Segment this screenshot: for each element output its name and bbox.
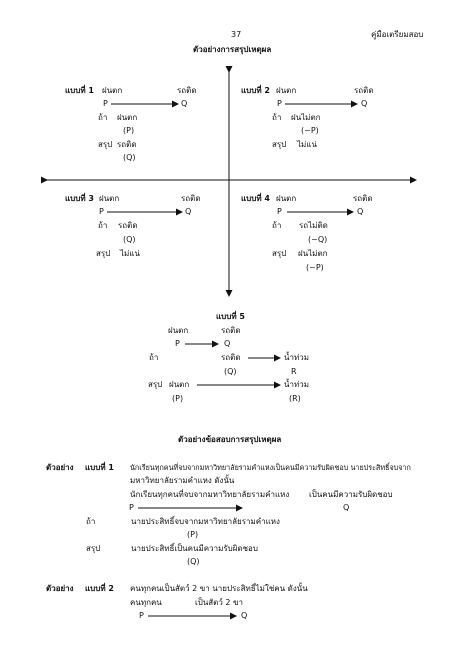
f2-if-sym: (~P) [301,126,319,135]
f3-label: แบบที่ 3 [65,194,94,203]
f2-conc-text: ไม่แน่ [297,140,317,149]
f3-if-text: รถติด [118,221,138,230]
f4-conc-sym: (~P) [306,263,324,272]
f2-premise: ฝนตก [276,86,297,95]
f5-result: รถติด [221,326,241,335]
ex1-conc-word: สรุป [86,544,101,553]
f1-q: Q [181,99,188,108]
f3-if-sym: (Q) [123,235,136,244]
f1-conc-sym: (Q) [123,153,136,162]
f3-conc-word: สรุป [96,249,111,258]
ex1-q: Q [343,503,350,512]
f5-conc-sym2: (R) [289,394,301,403]
f3-q: Q [185,207,192,216]
ex1-if-sym: (P) [187,530,199,539]
section2-title: ตัวอย่างข้อสอบการสรุปเหตุผล [178,435,282,444]
f3-if-word: ถ้า [98,221,108,230]
ex2-p: P [139,611,144,620]
f4-if-sym: (~Q) [308,235,328,244]
f3-conc-text: ไม่แน่ [120,249,140,258]
ex1-conc-text: นายประสิทธิ์เป็นคนมีความรับผิดชอบ [131,544,258,553]
ex1-if-text: นายประสิทธิ์จบจากมหาวิทยาลัยรามคำแหง [131,517,280,526]
f2-conc-word: สรุป [272,140,287,149]
ex1-line2: มหาวิทยาลัยรามคำแหง ดังนั้น [130,476,235,485]
f4-if-text: รถไม่ติด [299,221,328,230]
f5-if-sym: (Q) [224,367,237,376]
ex1-p: P [129,503,134,512]
f4-result: รถติด [353,194,373,203]
ex1-form: แบบที่ 1 [85,463,114,472]
f5-conc-sym: (P) [172,394,184,403]
f5-if-text: รถติด [221,353,241,362]
f5-conc-word: สรุป [148,380,163,389]
ex2-premise: คนทุกคน [130,598,162,607]
ex2-label: ตัวอย่าง [46,584,74,593]
f1-conc-text: รถติด [117,140,137,149]
f1-p: P [103,99,108,108]
f3-result: รถติด [181,194,201,203]
f4-if-word: ถ้า [272,221,282,230]
f4-conc-text: ฝนไม่ตก [298,249,328,258]
f5-conc-result: น้ำท่วม [284,380,309,389]
f1-if-sym: (P) [123,126,135,135]
ex1-line1: นักเรียนทุกคนที่จบจากมหาวิทยาลัยรามคำแหงเป็นคนมีความรับผิดชอบ นายประสิทธิ์จบจาก [130,463,411,472]
f4-conc-word: สรุป [272,249,287,258]
ex2-line1: คนทุกคนเป็นสัตว์ 2 ขา นายประสิทธิ์ไม่ใช่คน ดังนั้น [130,584,308,593]
ex2-result: เป็นสัตว์ 2 ขา [195,598,243,607]
f2-if-word: ถ้า [272,113,282,122]
f5-label: แบบที่ 5 [216,312,245,321]
f4-q: Q [357,207,364,216]
page-number: 37 [231,30,242,39]
f5-if-result: น้ำท่วม [284,353,309,362]
ex1-conc-sym: (Q) [187,557,200,566]
f4-label: แบบที่ 4 [241,194,270,203]
f2-p: P [277,99,282,108]
f2-label: แบบที่ 2 [241,86,270,95]
f4-premise: ฝนตก [276,194,297,203]
ex2-q: Q [241,611,248,620]
ex1-label: ตัวอย่าง [46,463,74,472]
f1-label: แบบที่ 1 [65,86,94,95]
f1-premise: ฝนตก [102,86,123,95]
f5-if-word: ถ้า [149,353,159,362]
f5-p: P [175,339,180,348]
ex2-form: แบบที่ 2 [85,584,114,593]
f5-premise: ฝนตก [168,326,189,335]
f5-q: Q [224,339,231,348]
header-right: คู่มือเตรียมสอบ [371,30,424,39]
f3-p: P [99,207,104,216]
f2-q: Q [361,99,368,108]
f1-if-word: ถ้า [98,113,108,122]
f1-conc-word: สรุป [98,140,113,149]
f5-conc-text: ฝนตก [169,380,190,389]
f1-if-text: ฝนตก [117,113,138,122]
f4-p: P [277,207,282,216]
ex1-premise: นักเรียนทุกคนที่จบจากมหาวิทยาลัยรามคำแหง [130,490,290,499]
f3-premise: ฝนตก [99,194,120,203]
page-title: ตัวอย่างการสรุปเหตุผล [193,45,272,54]
f2-result: รถติด [354,86,374,95]
f2-if-text: ฝนไม่ตก [291,113,321,122]
ex1-if-word: ถ้า [86,517,96,526]
f5-r: R [291,367,297,376]
ex1-result: เป็นคนมีความรับผิดชอบ [309,490,393,499]
f1-result: รถติด [177,86,197,95]
